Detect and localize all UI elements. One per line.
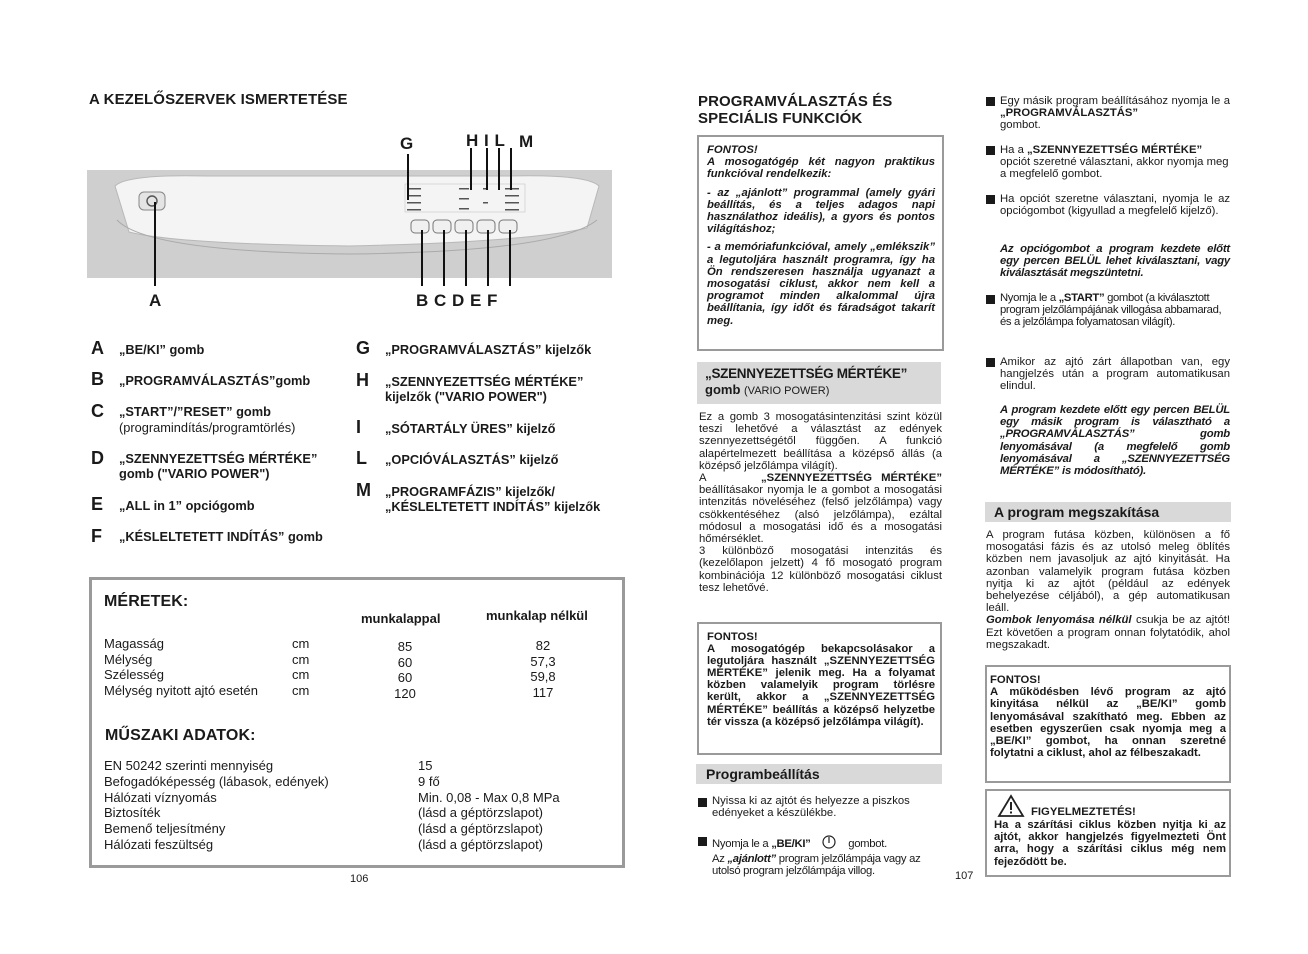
- key-text: „PROGRAMVÁLASZTÁS”gomb: [119, 373, 311, 388]
- diagram-label-bf: B C D E F: [416, 291, 498, 310]
- bullet-icon: [986, 295, 995, 304]
- table-row: [104, 758, 604, 774]
- diagram-label-m: M: [519, 132, 534, 151]
- table-row: [104, 805, 604, 821]
- key-subtext: (programindítás/programtörlés): [119, 420, 296, 435]
- right-step-4: [1000, 292, 1232, 329]
- dim-value: 120: [394, 686, 416, 702]
- setup-step-1: Nyissa ki az ajtót és helyezze a piszkos edényeket a készülékbe.: [712, 795, 910, 820]
- dim-value: 57,3: [530, 653, 556, 669]
- right-step-2: [1000, 144, 1230, 181]
- key-text: „PROGRAMFÁZIS” kijelzők/: [385, 484, 555, 499]
- important-box-3-text: [990, 674, 1226, 759]
- key-text: „KÉSLELTETETT INDÍTÁS” gomb: [119, 529, 323, 544]
- tech-value: Min. 0,08 - Max 0,8 MPa: [418, 789, 560, 805]
- key-text: „PROGRAMVÁLASZTÁS” kijelzők: [385, 342, 592, 357]
- dim-value: 117: [532, 685, 554, 701]
- important-box-1: [697, 135, 944, 351]
- key-letter: H: [356, 370, 369, 390]
- key-letter: G: [356, 338, 371, 358]
- r4c: gombot (a kiválasztott program jelzőlámpájának villogása abbamarad, és a jelzőlámpa folyamatosan világít).: [1000, 292, 1222, 329]
- program-setup-header: Programbeállítás: [696, 764, 942, 784]
- dimensions-col1: munkalappal: [361, 611, 441, 626]
- controls-title: A KEZELŐSZERVEK ISMERTETÉSE: [89, 91, 348, 108]
- interrupt-header: A program megszakítása: [985, 502, 1231, 522]
- dim-unit: cm: [292, 651, 310, 667]
- interrupt-body: [986, 529, 1230, 651]
- r1b: „PROGRAMVÁLASZTÁS”: [1000, 107, 1139, 120]
- tech-label: Biztosíték: [104, 805, 161, 821]
- right-step-5: Amikor az ajtó zárt állapotban van, egy hangjelzés után a program automatikusan elindul.: [1000, 356, 1230, 393]
- step2-text-b: „BE/KI”: [771, 838, 811, 850]
- key-text: „SZENNYEZETTSÉG MÉRTÉKE”: [119, 451, 318, 466]
- important-body: A mosogatógép bekapcsolásakor a legutoljára használt „SZENNYEZETTSÉG MÉRTÉKE” jelenik meg. Ha a folyamat közben valamelyik program törlésre került, akkor a „SZENNYEZETTSÉG MÉRTÉKE” beállítás a középső helyzetbe tér vissza (a középső jelzőlámpa világít).: [707, 643, 935, 728]
- r2c: opciót szeretné választani, akkor nyomja meg a megfelelő gombot.: [1000, 156, 1229, 181]
- important-p3: - a memóriafunkcióval, amely „emlékszik” a legutoljára használt programra, így ha Ön rendszeresen használja ugyanazt a mosogatási ciklust, akkor nem kell a programot minden alkalommal újra beállítania, így időt és fáradságot takarít meg.: [707, 241, 935, 327]
- key-letter: I: [356, 417, 362, 437]
- dim-col2-values: [518, 638, 568, 701]
- bullet-icon: [698, 837, 707, 846]
- dim-value: 59,8: [530, 669, 556, 685]
- tech-value: 9 fő: [418, 773, 440, 789]
- key-letter: C: [91, 401, 104, 421]
- interrupt-p1: A program futása közben, különösen a fő mosogatási fázis és az utolsó meleg öblítés közben nem javasoljuk az ajtó kinyitását. Ha azonban valamelyik program futása közben nyitja ki az ajtót (például az edények behelyezése céljából), a gép automatikusan leáll.: [986, 529, 1230, 615]
- key-letter: B: [91, 369, 104, 389]
- dim-value: 60: [397, 654, 413, 670]
- important-p1: A mosogatógép két nagyon praktikus funkcióval rendelkezik:: [707, 156, 935, 181]
- r2a: Ha a: [1000, 144, 1024, 156]
- program-title-line2: SPECIÁLIS FUNKCIÓK: [698, 110, 863, 127]
- szenny-p1: Ez a gomb 3 mosogatásintenzitási szint közül teszi lehetővé a választást az edények szennyezettségétől függően. A funkció alapértelmezett beállítása a középső állás (a középső jelzőlámpa világít).: [699, 411, 942, 472]
- table-row: [104, 837, 604, 853]
- important-body: A működésben lévő program az ajtó kinyitása nélkül az „BE/KI” gomb lenyomásával szakítható meg. Ebben az esetben egyszerűen csak nyomja meg a „BE/KI” gombot, ha onnan szeretné folytatni a ciklust, ahol az félbeszakadt.: [990, 686, 1226, 760]
- key-text: „OPCIÓVÁLASZTÁS” kijelző: [385, 452, 559, 467]
- dim-label: Mélység nyitott ajtó esetén: [104, 683, 258, 699]
- important-head: FONTOS!: [990, 674, 1041, 686]
- warning-box: [985, 789, 1231, 877]
- right-step-3: Ha opciót szeretne választani, nyomja le az opciógombot (kigyullad a megfelelő kijelző).: [1000, 193, 1230, 218]
- step2-text-d: Az: [712, 853, 725, 866]
- dim-label: Szélesség: [104, 667, 164, 683]
- important-box-2-text: [707, 631, 935, 728]
- key-text: „SZENNYEZETTSÉG MÉRTÉKE”: [385, 374, 584, 389]
- tech-value: (lásd a géptörzslapot): [418, 805, 544, 821]
- r4b: „START”: [1058, 292, 1105, 304]
- bullet-icon: [986, 146, 995, 155]
- szenny-head-2a: gomb: [705, 382, 741, 397]
- tech-label: Hálózati feszültség: [104, 836, 214, 852]
- key-letter: L: [356, 448, 367, 468]
- tech-value: (lásd a géptörzslapot): [418, 836, 544, 852]
- key-text: „BE/KI” gomb: [119, 342, 205, 357]
- diagram-label-hil: H I L: [466, 131, 505, 150]
- program-title-line1: PROGRAMVÁLASZTÁS ÉS: [698, 93, 893, 110]
- diagram-label-a: A: [149, 291, 162, 310]
- dim-unit: cm: [292, 683, 310, 699]
- key-letter: A: [91, 338, 104, 358]
- key-letter: F: [91, 526, 102, 546]
- key-text-2: kijelzők ("VARIO POWER"): [385, 389, 547, 404]
- leader-lines: [60, 140, 620, 300]
- r1a: Egy másik program beállításához nyomja le a: [1000, 95, 1230, 107]
- page-number-right: 107: [955, 870, 974, 882]
- key-letter: M: [356, 480, 371, 500]
- warning-head: FIGYELMEZTETÉS!: [1031, 806, 1136, 818]
- dimensions-col2: munkalap nélkül: [486, 608, 588, 623]
- dim-value: 85: [397, 639, 413, 654]
- dim-unit: cm: [292, 667, 310, 683]
- szenny-p3: 3 különböző mosogatási intenzitás és (kezelőlapon jelzett) 4 fő mosogató program kombinációja 12 különböző mosogatási ciklust tesz lehetővé.: [699, 545, 942, 594]
- program-title: [698, 93, 892, 127]
- setup-step-2: [712, 834, 948, 878]
- important-p2: - az „ajánlott” programmal (amely gyári beállítás, és a teljes adagos napi használathoz ideális), a gyors és pontos világításhoz;: [707, 186, 935, 236]
- power-icon: [821, 834, 837, 853]
- r2b: „SZENNYEZETTSÉG MÉRTÉKE”: [1027, 144, 1203, 156]
- key-text: „START”/”RESET” gomb: [119, 404, 271, 419]
- important-head: FONTOS!: [707, 631, 758, 643]
- dimensions-title: MÉRETEK:: [104, 593, 189, 610]
- bullet-icon: [986, 195, 995, 204]
- page-number-left: 106: [350, 873, 369, 885]
- important-box-2: [697, 622, 942, 755]
- right-step-1: [1000, 95, 1230, 132]
- tech-title: MŰSZAKI ADATOK:: [105, 727, 256, 744]
- step2-text-e: „ajánlott”: [727, 853, 776, 866]
- right-note-2: A program kezdete előtt egy percen BELÜL egy másik program is választható a „PROGRAMVÁLASZTÁS” gomb lenyomásával (a megfelelő gomb lenyomásával a „SZENNYEZETTSÉG MÉRTÉKE” is módosítható).: [1000, 404, 1230, 478]
- bullet-icon: [986, 97, 995, 106]
- tech-label: EN 50242 szerinti mennyiség: [104, 758, 274, 773]
- tech-value: (lásd a géptörzslapot): [418, 821, 544, 837]
- step2-text-f: program jelzőlámpája vagy az utolsó program jelzőlámpája villog.: [712, 853, 921, 878]
- tech-table: [104, 758, 604, 853]
- step2-text-a: Nyomja le a: [712, 838, 769, 850]
- bullet-icon: [986, 358, 995, 367]
- tech-value: 15: [418, 758, 433, 773]
- important-box-3: [985, 665, 1231, 783]
- szenny-p2a: A: [699, 472, 707, 485]
- diagram-label-g: G: [400, 134, 414, 153]
- key-text-2: „KÉSLELTETETT INDÍTÁS” kijelzők: [385, 499, 601, 514]
- szenny-body: [699, 411, 942, 594]
- dim-value: 60: [397, 670, 413, 686]
- key-text: „SÓTARTÁLY ÜRES” kijelző: [385, 421, 556, 436]
- szenny-p2b: „SZENNYEZETTSÉG MÉRTÉKE”: [760, 472, 942, 485]
- tech-label: Hálózati víznyomás: [104, 789, 217, 805]
- dim-unit: cm: [292, 636, 310, 651]
- r1c: gombot.: [1000, 119, 1041, 132]
- right-note-1: Az opciógombot a program kezdete előtt egy percen BELÜL lehet kiválasztani, vagy kiválasztását megszüntetni.: [1000, 243, 1230, 280]
- key-letter: E: [91, 494, 104, 514]
- important-box-1-text: [707, 144, 935, 327]
- r4a: Nyomja le a: [1000, 292, 1056, 304]
- szennyezettseg-header: [697, 362, 941, 404]
- key-letter: D: [91, 448, 104, 468]
- step2-text-c: gombot.: [848, 838, 887, 850]
- bullet-icon: [698, 798, 707, 807]
- important-head: FONTOS!: [707, 144, 758, 156]
- tech-label: Bemenő teljesítmény: [104, 821, 226, 837]
- dim-label: Magasság: [104, 636, 164, 651]
- szenny-head-2b: (VARIO POWER): [744, 385, 830, 397]
- szenny-head-1: „SZENNYEZETTSÉG MÉRTÉKE”: [705, 366, 908, 381]
- key-text: „ALL in 1” opciógomb: [119, 498, 255, 513]
- dim-label: Mélység: [104, 651, 153, 667]
- dim-value: 82: [535, 638, 551, 653]
- interrupt-p2b: csukja be az ajtót! Ezt követően a program onnan folytatódik, ahol megszakadt.: [986, 614, 1231, 651]
- tech-label: Befogadóképesség (lábasok, edények): [104, 773, 329, 789]
- table-row: [104, 821, 604, 837]
- table-row: [104, 790, 604, 806]
- szenny-p2c: beállításakor nyomja le a gombot a mosogatási intenzitás növeléséhez (felső jelzőlámpa) vagy csökkentéséhez (alsó jelzőlámpa), ezáltal módosul a mosogatási idő és a mosogatási hőmérséklet.: [699, 484, 942, 546]
- key-text-2: gomb ("VARIO POWER"): [119, 466, 270, 481]
- interrupt-p2a: Gombok lenyomása nélkül: [986, 614, 1132, 627]
- warning-body: Ha a szárítási ciklus közben nyitja ki az ajtót, akkor hangjelzés figyelmezteti Önt arra, hogy a szárítási ciklus még nem fejeződött be.: [994, 819, 1226, 868]
- dim-col1-values: [380, 639, 430, 702]
- table-row: [104, 774, 604, 790]
